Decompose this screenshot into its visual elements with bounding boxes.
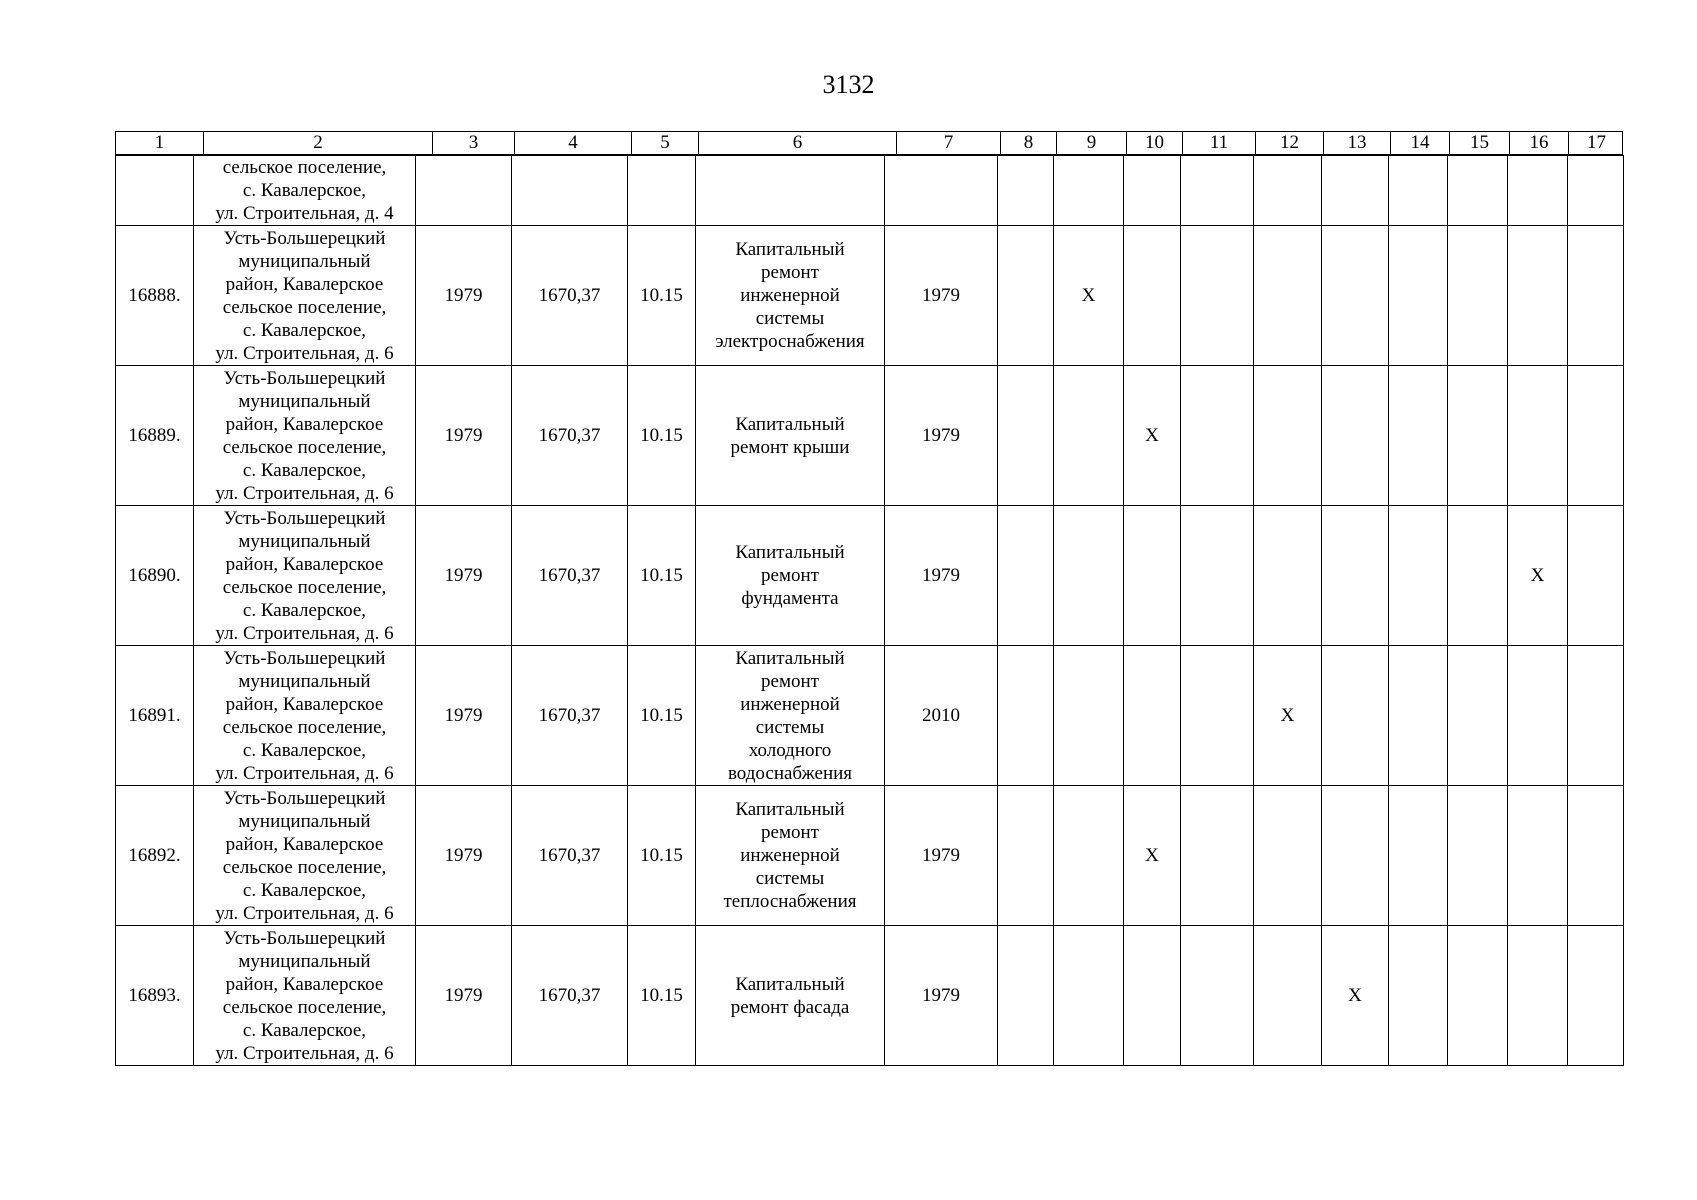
empty-cell (1389, 226, 1448, 366)
build-year: 1979 (416, 366, 512, 506)
address-line: с. Кавалерское, (242, 319, 367, 341)
period-mark: X (1054, 226, 1124, 366)
empty-cell (1322, 646, 1389, 786)
period-mark: X (1322, 926, 1389, 1066)
record-number: 16892. (116, 786, 194, 926)
empty-cell (1124, 156, 1181, 226)
build-year: 1979 (416, 226, 512, 366)
column-number-13: 13 (1323, 132, 1390, 154)
table-row (116, 506, 1624, 646)
empty-cell (1322, 156, 1389, 226)
period-mark: X (1124, 366, 1181, 506)
empty-cell (1322, 226, 1389, 366)
address-line: Усть-Большерецкий (223, 367, 386, 389)
record-number: 16893. (116, 926, 194, 1066)
empty-cell (512, 156, 628, 226)
empty-cell (1568, 156, 1624, 226)
column-number-1: 1 (154, 132, 165, 153)
address-line: сельское поселение, (222, 576, 387, 598)
build-year: 1979 (416, 646, 512, 786)
address-line: с. Кавалерское, (242, 879, 367, 901)
address-line: муниципальный (238, 810, 371, 832)
table-row (116, 646, 1624, 786)
empty-cell (1124, 646, 1181, 786)
page-number: 3132 (822, 70, 875, 99)
empty-cell (1322, 366, 1389, 506)
address-line: район, Кавалерское (225, 553, 384, 575)
empty-cell (1568, 226, 1624, 366)
empty-cell (1181, 646, 1254, 786)
column-number-4: 4 (514, 132, 631, 154)
empty-cell (1448, 156, 1508, 226)
table-row-continued (116, 156, 1624, 226)
address-line: ул. Строительная, д. 6 (215, 762, 394, 784)
total-area: 1670,37 (512, 506, 628, 646)
code: 10.15 (628, 786, 696, 926)
empty-cell (1054, 366, 1124, 506)
work-type-line: водоснабжения (727, 762, 853, 784)
table-row (116, 786, 1624, 926)
table-row (116, 926, 1624, 1066)
column-number-3: 3 (432, 132, 514, 154)
address-line: ул. Строительная, д. 6 (215, 622, 394, 644)
record-number: 16890. (116, 506, 194, 646)
total-area: 1670,37 (512, 926, 628, 1066)
work-type-line: фундамента (741, 588, 839, 609)
empty-cell (1389, 786, 1448, 926)
address-line: с. Кавалерское, (242, 599, 367, 621)
total-area: 1670,37 (512, 226, 628, 366)
work-type (696, 646, 885, 786)
address-line: район, Кавалерское (225, 273, 384, 295)
empty-cell (1054, 786, 1124, 926)
address-line: район, Кавалерское (225, 693, 384, 715)
address-line: Усть-Большерецкий (223, 507, 386, 529)
total-area: 1670,37 (512, 366, 628, 506)
work-type-line: инженерной (740, 693, 840, 715)
address-line: сельское поселение, (222, 296, 387, 318)
address-line: сельское поселение, (222, 436, 387, 458)
empty-cell (1389, 156, 1448, 226)
work-type-line: системы (755, 868, 825, 889)
column-number-14: 14 (1390, 132, 1449, 154)
empty-cell (1448, 366, 1508, 506)
empty-cell (1508, 786, 1568, 926)
empty-cell (998, 926, 1054, 1066)
empty-cell (998, 156, 1054, 226)
empty-cell (116, 156, 194, 226)
empty-cell (1568, 506, 1624, 646)
empty-cell (1254, 786, 1322, 926)
empty-cell (1389, 506, 1448, 646)
address-line: ул. Строительная, д. 6 (215, 1042, 394, 1064)
column-number-header (115, 131, 1623, 155)
column-number-5: 5 (631, 132, 698, 154)
column-number-8: 8 (1000, 132, 1056, 154)
work-type (696, 226, 885, 366)
work-type-line: Капитальный (735, 647, 845, 669)
work-type (696, 506, 885, 646)
work-type-line: ремонт фасада (730, 996, 850, 1018)
empty-cell (1254, 506, 1322, 646)
column-number-10: 10 (1126, 132, 1182, 154)
empty-cell (1448, 926, 1508, 1066)
work-type-line: теплоснабжения (723, 891, 857, 912)
empty-cell (1124, 926, 1181, 1066)
address-line: район, Кавалерское (225, 413, 384, 435)
address-line: муниципальный (238, 530, 371, 552)
build-year: 1979 (416, 786, 512, 926)
work-type-line: ремонт (761, 565, 819, 586)
work-type-line: ремонт (761, 670, 819, 692)
address-line: с. Кавалерское, (242, 1019, 367, 1041)
work-type-line: Капитальный (735, 542, 845, 563)
address-cell (194, 506, 416, 646)
work-type-line: инженерной (740, 845, 840, 866)
address-line: район, Кавалерское (225, 973, 384, 995)
empty-cell (1054, 156, 1124, 226)
period-mark: X (1254, 646, 1322, 786)
work-type-line: инженерной (740, 285, 840, 306)
empty-cell (885, 156, 998, 226)
address-cell (194, 156, 416, 226)
column-number-17: 17 (1568, 132, 1624, 154)
work-type-line: Капитальный (735, 239, 845, 260)
address-line: Усть-Большерецкий (223, 787, 386, 809)
column-number-12: 12 (1255, 132, 1323, 154)
column-number-9: 9 (1056, 132, 1126, 154)
empty-cell (1568, 646, 1624, 786)
address-line: муниципальный (238, 670, 371, 692)
record-number: 16891. (116, 646, 194, 786)
code: 10.15 (628, 646, 696, 786)
address-line: район, Кавалерское (225, 833, 384, 855)
empty-cell (1568, 366, 1624, 506)
empty-cell (1181, 156, 1254, 226)
address-cell (194, 646, 416, 786)
empty-cell (1508, 366, 1568, 506)
code: 10.15 (628, 926, 696, 1066)
empty-cell (1448, 646, 1508, 786)
address-line: муниципальный (238, 390, 371, 412)
total-area: 1670,37 (512, 646, 628, 786)
empty-cell (1124, 506, 1181, 646)
code: 10.15 (628, 366, 696, 506)
address-line: сельское поселение, (222, 716, 387, 738)
total-area: 1670,37 (512, 786, 628, 926)
work-type-line: системы (755, 716, 825, 738)
address-cell (194, 366, 416, 506)
empty-cell (1322, 506, 1389, 646)
empty-cell (998, 506, 1054, 646)
work-type-line: ремонт крыши (730, 436, 850, 458)
empty-cell (1508, 646, 1568, 786)
period-mark: X (1124, 786, 1181, 926)
address-line: Усть-Большерецкий (223, 927, 386, 949)
last-repair-year: 2010 (885, 646, 998, 786)
empty-cell (1254, 926, 1322, 1066)
register-table-body (115, 155, 1624, 1066)
address-cell (194, 226, 416, 366)
address-line: с. Кавалерское, (242, 459, 367, 481)
column-number-7: 7 (896, 132, 1000, 154)
empty-cell (1448, 226, 1508, 366)
empty-cell (1181, 226, 1254, 366)
address-line: ул. Строительная, д. 4 (215, 203, 394, 224)
work-type-line: Капитальный (735, 973, 845, 995)
empty-cell (1254, 156, 1322, 226)
address-line: муниципальный (238, 250, 371, 272)
table-row (116, 226, 1624, 366)
address-line: Усть-Большерецкий (223, 647, 386, 669)
empty-cell (1568, 786, 1624, 926)
address-line: сельское поселение, (222, 856, 387, 878)
empty-cell (998, 786, 1054, 926)
empty-cell (1389, 646, 1448, 786)
address-line: муниципальный (238, 950, 371, 972)
empty-cell (1448, 506, 1508, 646)
empty-cell (1568, 926, 1624, 1066)
work-type-line: ремонт (761, 822, 819, 843)
last-repair-year: 1979 (885, 506, 998, 646)
empty-cell (1181, 506, 1254, 646)
build-year: 1979 (416, 506, 512, 646)
column-number-2: 2 (203, 132, 432, 154)
address-line: ул. Строительная, д. 6 (215, 482, 394, 504)
empty-cell (998, 366, 1054, 506)
empty-cell (696, 156, 885, 226)
empty-cell (1054, 926, 1124, 1066)
period-mark: X (1508, 506, 1568, 646)
address-line: с. Кавалерское, (242, 180, 367, 201)
empty-cell (998, 226, 1054, 366)
work-type-line: ремонт (761, 262, 819, 283)
address-line: сельское поселение, (222, 157, 387, 178)
empty-cell (1508, 226, 1568, 366)
work-type (696, 786, 885, 926)
empty-cell (1322, 786, 1389, 926)
column-number-11: 11 (1182, 132, 1255, 154)
empty-cell (1124, 226, 1181, 366)
last-repair-year: 1979 (885, 226, 998, 366)
code: 10.15 (628, 226, 696, 366)
empty-cell (1054, 646, 1124, 786)
column-number-6: 6 (698, 132, 896, 154)
empty-cell (1181, 366, 1254, 506)
build-year: 1979 (416, 926, 512, 1066)
record-number: 16889. (116, 366, 194, 506)
column-number-16: 16 (1509, 132, 1568, 154)
work-type-line: системы (755, 308, 825, 329)
work-type-line: Капитальный (735, 799, 845, 820)
empty-cell (1389, 366, 1448, 506)
empty-cell (1508, 926, 1568, 1066)
empty-cell (998, 646, 1054, 786)
empty-cell (1448, 786, 1508, 926)
code: 10.15 (628, 506, 696, 646)
address-line: ул. Строительная, д. 6 (215, 902, 394, 924)
last-repair-year: 1979 (885, 926, 998, 1066)
record-number: 16888. (116, 226, 194, 366)
empty-cell (1508, 156, 1568, 226)
column-number-15: 15 (1449, 132, 1509, 154)
work-type (696, 366, 885, 506)
empty-cell (1254, 226, 1322, 366)
empty-cell (1254, 366, 1322, 506)
empty-cell (1389, 926, 1448, 1066)
empty-cell (1054, 506, 1124, 646)
register-table (115, 131, 1623, 1066)
empty-cell (1181, 926, 1254, 1066)
address-line: сельское поселение, (222, 996, 387, 1018)
work-type-line: Капитальный (735, 413, 845, 435)
empty-cell (628, 156, 696, 226)
work-type-line: электроснабжения (715, 331, 865, 352)
address-line: с. Кавалерское, (242, 739, 367, 761)
work-type (696, 926, 885, 1066)
work-type-line: холодного (748, 739, 832, 761)
last-repair-year: 1979 (885, 786, 998, 926)
table-row (116, 366, 1624, 506)
address-cell (194, 926, 416, 1066)
address-cell (194, 786, 416, 926)
empty-cell (1181, 786, 1254, 926)
empty-cell (416, 156, 512, 226)
address-line: ул. Строительная, д. 6 (215, 342, 394, 364)
address-line: Усть-Большерецкий (223, 227, 386, 249)
last-repair-year: 1979 (885, 366, 998, 506)
